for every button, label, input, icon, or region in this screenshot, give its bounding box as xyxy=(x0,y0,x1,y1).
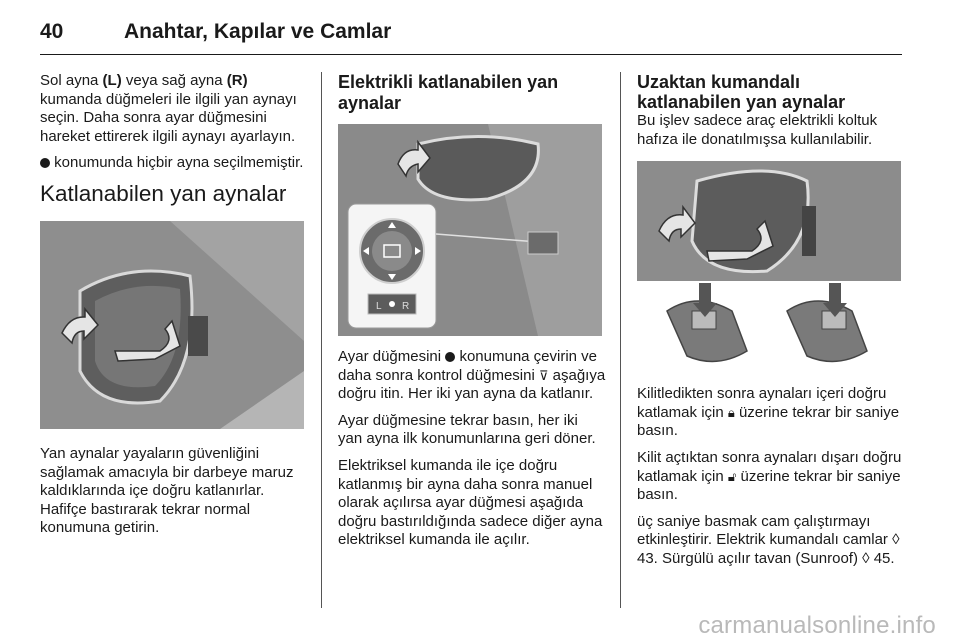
fold-down-icon: ⊽ xyxy=(538,367,549,383)
switch-label-l: L xyxy=(376,301,382,312)
lock-icon: 🔒︎ xyxy=(727,404,735,420)
neutral-position-paragraph: konumunda hiçbir ayna seçilmemiştir. xyxy=(40,154,305,173)
section-heading-folding-mirrors: Katlanabilen yan aynalar xyxy=(40,180,287,206)
remote-folding-paragraph-3: Kilit açtıktan sonra aynaları dışarı doğru katlamak için 🔓︎ üzerine tekrar bir saniye basın. xyxy=(637,448,902,504)
electric-folding-illustration xyxy=(338,124,602,336)
folding-mirrors-paragraph: Yan aynalar yayaların güvenliğini sağlamak amacıyla bir darbeye maruz kaldıklarında içe doğru katlanırlar. Hafifçe bastırarak tekrar normal konumuna getirin. xyxy=(40,444,294,537)
page-title: Anahtar, Kapılar ve Camlar xyxy=(124,20,392,43)
column-3 xyxy=(637,72,905,577)
unlock-icon: 🔓︎ xyxy=(727,468,737,484)
column-divider-1 xyxy=(321,72,322,608)
mirror-select-paragraph: Sol ayna (L) veya sağ ayna (R) kumanda düğmeleri ile ilgili yan aynayı seçin. Daha sonra ayar düğmesini hareket ettirerek ilgili aynayı ayarlayın. xyxy=(40,72,297,145)
column-divider-2 xyxy=(620,72,621,608)
neutral-dot-icon xyxy=(445,352,455,362)
section-heading-electric-folding: Elektrikli katlanabilen yan aynalar xyxy=(338,72,559,113)
column-1 xyxy=(40,72,305,546)
page-header xyxy=(40,18,902,55)
switch-label-r: R xyxy=(402,301,410,312)
electric-folding-paragraph-3: Elektriksel kumanda ile içe doğru katlanmış bir ayna daha sonra manuel olarak açılırsa ayar düğmesi aşağıda doğru bastırıldığında sadece diğer ayna elektriksel kumanda ile açılır. xyxy=(338,456,603,549)
folding-mirror-illustration xyxy=(40,221,304,429)
remote-folding-paragraph-4: üç saniye basmak cam çalıştırmayı etkinleştirir. Elektrik kumandalı camlar ◊ 43. Sürgülü açılır tavan (Sunroof) ◊ 45. xyxy=(637,512,900,567)
watermark: carmanualsonline.info xyxy=(698,612,936,639)
remote-folding-paragraph-2: Kilitledikten sonra aynaları içeri doğru katlamak için 🔒︎ üzerine tekrar bir saniye basın. xyxy=(637,385,900,440)
electric-folding-paragraph-2: Ayar düğmesine tekrar basın, her iki yan ayna ilk konumunlarına geri döner. xyxy=(338,411,596,448)
page-number: 40 xyxy=(40,20,64,43)
neutral-dot-icon xyxy=(40,158,50,168)
remote-folding-paragraph-1: Bu işlev sadece araç elektrikli koltuk hafıza ile donatılmışsa kullanılabilir. xyxy=(637,112,878,148)
section-heading-remote-folding: Uzaktan kumandalı katlanabilen yan aynalar xyxy=(637,72,846,112)
column-2 xyxy=(338,72,606,558)
remote-folding-illustration xyxy=(637,161,901,371)
electric-folding-paragraph-1: Ayar düğmesini konumuna çevirin ve daha sonra kontrol düğmesini ⊽ aşağıya doğru itin. Her iki yan ayna da katlanır. xyxy=(338,348,606,403)
